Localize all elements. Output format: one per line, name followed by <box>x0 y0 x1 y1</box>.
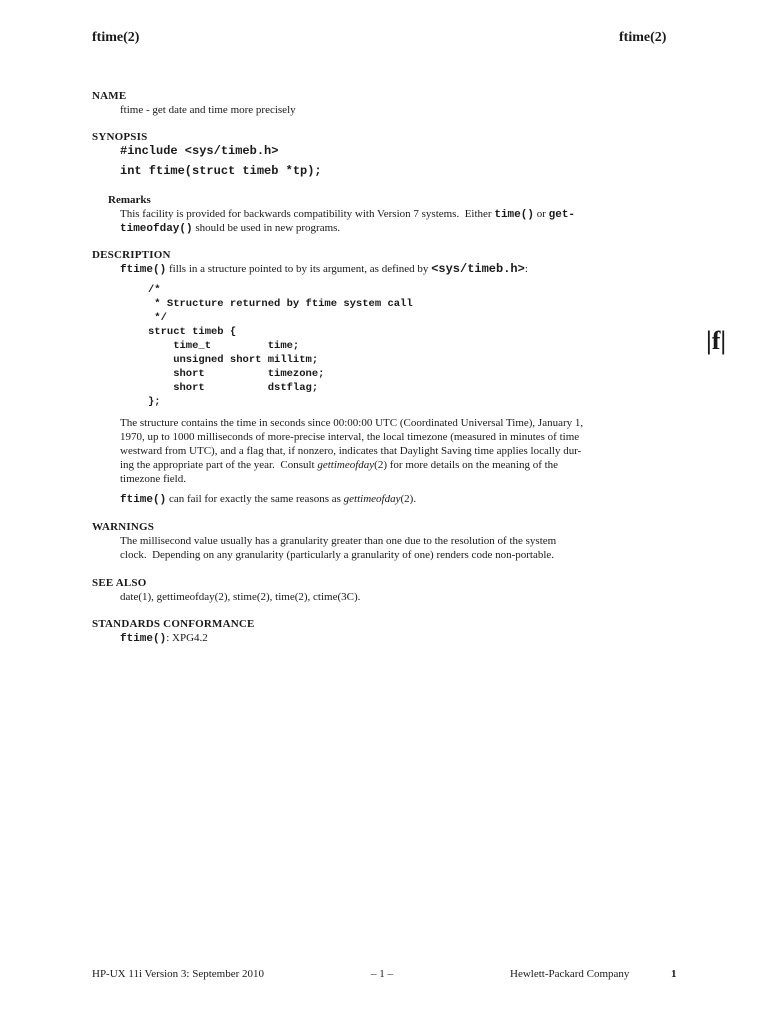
code-line-8: short dstflag; <box>148 382 319 394</box>
standards-text: : XPG4.2 <box>166 632 208 644</box>
remarks-heading: Remarks <box>108 194 151 206</box>
standards-line <box>120 631 208 646</box>
code-line-2: * Structure returned by ftime system call <box>148 298 413 310</box>
description-intro <box>120 262 528 277</box>
description-intro-end: : <box>524 263 528 275</box>
warnings-heading: WARNINGS <box>92 521 155 533</box>
see-also-heading: SEE ALSO <box>92 577 147 589</box>
warnings-line-1: The millisecond value usually has a granularity greater than one due to the resolution of the system <box>120 535 557 547</box>
description-para-last-a: ing the appropriate part of the year. Consult <box>120 459 318 471</box>
synopsis-include: #include <sys/timeb.h> <box>120 144 279 158</box>
description-para-last-b: (2) for more details on the meaning of the <box>374 459 559 471</box>
name-heading: NAME <box>92 90 127 102</box>
standards-fn: ftime() <box>120 633 167 645</box>
description-intro-text: fills in a structure pointed to by its argument, as defined by <box>166 263 432 275</box>
remarks-fn-gettimeofday-b: timeofday() <box>120 223 193 235</box>
footer-left: HP-UX 11i Version 3: September 2010 <box>92 968 265 980</box>
remarks-fn-time: time() <box>494 209 534 221</box>
description-para-line-4 <box>120 458 558 472</box>
description-para-line-1: The structure contains the time in seconds since 00:00:00 UTC (Coordinated Universal Time), January 1, <box>120 417 584 429</box>
synopsis-prototype: int ftime(struct timeb *tp); <box>120 164 322 178</box>
warnings-line-2: clock. Depending on any granularity (particularly a granularity of one) renders code non-portable. <box>120 549 555 561</box>
code-line-6: unsigned short millitm; <box>148 354 319 366</box>
description-fail-ref: gettimeofday <box>343 493 401 505</box>
name-text: ftime - get date and time more precisely <box>120 104 296 116</box>
code-line-5: time_t time; <box>148 340 300 352</box>
remarks-text-b: or <box>533 208 549 220</box>
header-right-title: ftime(2) <box>619 30 667 45</box>
code-line-4: struct timeb { <box>148 326 237 338</box>
footer-center: – 1 – <box>371 968 393 980</box>
description-fn: ftime() <box>120 264 167 276</box>
standards-heading: STANDARDS CONFORMANCE <box>92 618 255 630</box>
description-fail-a: can fail for exactly the same reasons as <box>166 493 344 505</box>
code-line-9: }; <box>148 396 161 408</box>
description-fail-fn: ftime() <box>120 494 167 506</box>
header-left-title: ftime(2) <box>92 30 140 45</box>
code-line-1: /* <box>148 284 161 296</box>
description-para-line-2: 1970, up to 1000 milliseconds of more-precise interval, the local timezone (measured in minutes of time <box>120 431 580 443</box>
section-thumb-tab: |f| <box>706 326 727 355</box>
description-fail-line <box>120 492 416 507</box>
see-also-text: date(1), gettimeofday(2), stime(2), time(2), ctime(3C). <box>120 591 361 603</box>
remarks-fn-gettimeofday-a: get- <box>548 209 576 221</box>
description-para-ref: gettimeofday <box>317 459 375 471</box>
description-include: <sys/timeb.h> <box>431 262 525 276</box>
remarks-text-a: This facility is provided for backwards compatibility with Version 7 systems. Either <box>120 208 495 220</box>
footer-right: Hewlett-Packard Company <box>510 968 630 980</box>
remarks-text-c: should be used in new programs. <box>192 222 341 234</box>
description-para-line-3: westward from UTC), and a flag that, if nonzero, indicates that Daylight Saving time applies locally dur- <box>120 445 582 457</box>
description-heading: DESCRIPTION <box>92 249 171 261</box>
footer-page-number: 1 <box>671 968 677 980</box>
description-para-tail: timezone field. <box>120 473 186 485</box>
synopsis-heading: SYNOPSIS <box>92 131 148 143</box>
remarks-line-1 <box>120 207 575 222</box>
remarks-line-2 <box>120 221 340 236</box>
code-line-7: short timezone; <box>148 368 325 380</box>
code-line-3: */ <box>148 312 167 324</box>
description-fail-b: (2). <box>400 493 417 505</box>
